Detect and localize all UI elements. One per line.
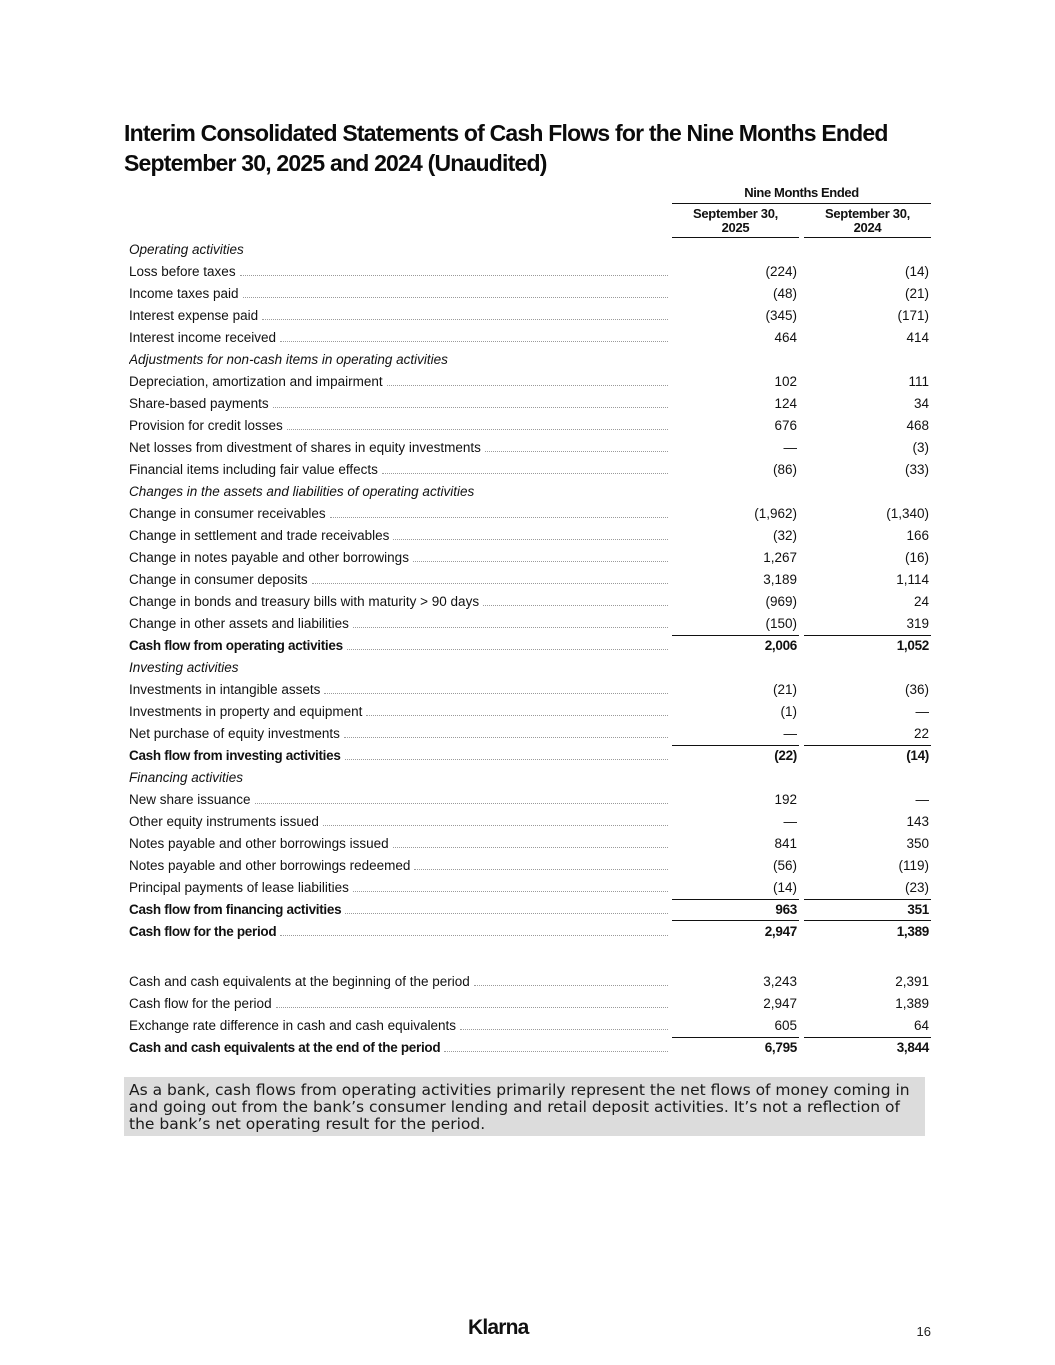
value-2024: 64 bbox=[913, 1018, 929, 1033]
row-label-text: Share-based payments bbox=[129, 396, 269, 411]
table-row bbox=[0, 833, 1055, 855]
value-2024: (3) bbox=[912, 440, 929, 455]
value-2024: 143 bbox=[906, 814, 929, 829]
row-label-text: Income taxes paid bbox=[129, 286, 239, 301]
row-label-text: Interest expense paid bbox=[129, 308, 259, 323]
row-label-text: Change in settlement and trade receivables bbox=[129, 528, 390, 543]
column-header-2024 bbox=[804, 207, 931, 238]
subtotal-rule bbox=[672, 745, 799, 746]
table-row bbox=[0, 371, 1055, 393]
table-row bbox=[0, 569, 1055, 591]
row-label-text: Cash flow from operating activities bbox=[129, 638, 343, 653]
section-heading-row bbox=[0, 239, 1055, 261]
value-2025: (150) bbox=[765, 616, 797, 631]
dot-leader bbox=[460, 1018, 668, 1030]
table-row bbox=[0, 613, 1055, 635]
row-label-text: Change in bonds and treasury bills with maturity > 90 days bbox=[129, 594, 480, 609]
row-label bbox=[129, 374, 668, 390]
table-row bbox=[0, 971, 1055, 993]
row-label-text: Adjustments for non-cash items in operating activities bbox=[129, 352, 448, 367]
subtotal-rule bbox=[804, 1037, 931, 1038]
value-2025: (969) bbox=[765, 594, 797, 609]
row-label-text: Cash flow for the period bbox=[129, 924, 277, 939]
table-row bbox=[0, 305, 1055, 327]
value-2025: — bbox=[783, 814, 797, 829]
value-2024: (14) bbox=[906, 748, 929, 763]
row-label-text: Other equity instruments issued bbox=[129, 814, 319, 829]
dot-leader bbox=[382, 462, 668, 474]
row-label-text: Operating activities bbox=[129, 242, 244, 257]
value-2025: (1,962) bbox=[754, 506, 797, 521]
value-2025: 192 bbox=[774, 792, 797, 807]
value-2024: 34 bbox=[913, 396, 929, 411]
row-label bbox=[129, 1040, 668, 1056]
row-label bbox=[129, 660, 668, 676]
row-label bbox=[129, 1018, 668, 1034]
klarna-logo: Klarna bbox=[468, 1316, 529, 1339]
row-label bbox=[129, 484, 668, 500]
value-2025: (345) bbox=[765, 308, 797, 323]
column-header-2024-line1: September 30, bbox=[825, 206, 910, 221]
value-2025: 2,947 bbox=[764, 924, 797, 939]
value-2025: (14) bbox=[772, 880, 797, 895]
table-row bbox=[0, 811, 1055, 833]
row-label-text: Change in other assets and liabilities bbox=[129, 616, 349, 631]
value-2024: 319 bbox=[906, 616, 929, 631]
value-2025: 605 bbox=[774, 1018, 797, 1033]
table-row bbox=[0, 415, 1055, 437]
row-label-text: Net losses from divestment of shares in equity investments bbox=[129, 440, 481, 455]
row-label bbox=[129, 550, 668, 566]
table-row bbox=[0, 701, 1055, 723]
title-line-2: September 30, 2025 and 2024 (Unaudited) bbox=[124, 150, 547, 176]
row-label-text: Cash and cash equivalents at the end of the period bbox=[129, 1040, 441, 1055]
explanatory-note: As a bank, cash flows from operating activities primarily represent the net flows of money coming in and going out from the bank’s consumer lending and retail deposit activities. It’s not a reflection of the bank’s net operating result for the period. bbox=[124, 1077, 925, 1136]
value-2024: 24 bbox=[913, 594, 929, 609]
total-row bbox=[0, 899, 1055, 921]
value-2024: (14) bbox=[904, 264, 929, 279]
value-2024: 1,389 bbox=[895, 996, 929, 1011]
dot-leader bbox=[323, 814, 668, 826]
value-2025: (21) bbox=[772, 682, 797, 697]
row-label bbox=[129, 836, 668, 852]
value-2024: 166 bbox=[906, 528, 929, 543]
row-label bbox=[129, 682, 668, 698]
value-2025: 676 bbox=[774, 418, 797, 433]
row-label bbox=[129, 704, 668, 720]
table-row bbox=[0, 877, 1055, 899]
value-2024: (171) bbox=[897, 308, 929, 323]
value-2024: (1,340) bbox=[886, 506, 929, 521]
value-2025: 841 bbox=[774, 836, 797, 851]
value-2024: 111 bbox=[908, 374, 929, 389]
column-header-2025-line1: September 30, bbox=[693, 206, 778, 221]
dot-leader bbox=[366, 704, 668, 716]
dot-leader bbox=[330, 506, 668, 518]
cash-flow-table bbox=[0, 239, 1055, 1059]
section-heading-row bbox=[0, 349, 1055, 371]
value-2024: (21) bbox=[904, 286, 929, 301]
table-spacer bbox=[0, 943, 1055, 971]
dot-leader bbox=[413, 550, 668, 562]
row-label-text: Cash flow for the period bbox=[129, 996, 272, 1011]
row-label bbox=[129, 792, 668, 808]
value-2025: (86) bbox=[772, 462, 797, 477]
row-label bbox=[129, 462, 668, 478]
value-2025: 2,947 bbox=[763, 996, 797, 1011]
row-label-text: Notes payable and other borrowings issued bbox=[129, 836, 389, 851]
value-2025: — bbox=[783, 440, 797, 455]
row-label-text: Exchange rate difference in cash and cash equivalents bbox=[129, 1018, 456, 1033]
row-label-text: Principal payments of lease liabilities bbox=[129, 880, 349, 895]
total-row bbox=[0, 921, 1055, 943]
section-heading-row bbox=[0, 657, 1055, 679]
row-label bbox=[129, 440, 668, 456]
row-label bbox=[129, 726, 668, 742]
row-label bbox=[129, 308, 668, 324]
dot-leader bbox=[387, 374, 668, 386]
row-label-text: Depreciation, amortization and impairment bbox=[129, 374, 383, 389]
row-label-text: Change in consumer receivables bbox=[129, 506, 326, 521]
value-2025: 464 bbox=[774, 330, 797, 345]
row-label bbox=[129, 594, 668, 610]
row-label bbox=[129, 352, 668, 368]
value-2025: (56) bbox=[772, 858, 797, 873]
table-row bbox=[0, 437, 1055, 459]
value-2024: 2,391 bbox=[895, 974, 929, 989]
dot-leader bbox=[273, 396, 668, 408]
dot-leader bbox=[414, 858, 668, 870]
row-label-text: Net purchase of equity investments bbox=[129, 726, 340, 741]
subtotal-rule bbox=[804, 899, 931, 900]
dot-leader bbox=[485, 440, 668, 452]
table-row bbox=[0, 591, 1055, 613]
row-label bbox=[129, 528, 668, 544]
row-label-text: Interest income received bbox=[129, 330, 277, 345]
table-row bbox=[0, 393, 1055, 415]
row-label-text: Cash and cash equivalents at the beginning of the period bbox=[129, 974, 470, 989]
dot-leader bbox=[474, 974, 668, 986]
row-label-text: Changes in the assets and liabilities of operating activities bbox=[129, 484, 475, 499]
section-heading-row bbox=[0, 481, 1055, 503]
row-label-text: Provision for credit losses bbox=[129, 418, 283, 433]
period-header-rule bbox=[672, 203, 931, 204]
dot-leader bbox=[353, 880, 668, 892]
row-label bbox=[129, 616, 668, 632]
dot-leader bbox=[255, 792, 668, 804]
row-label-text: New share issuance bbox=[129, 792, 251, 807]
dot-leader bbox=[262, 308, 668, 320]
total-row bbox=[0, 635, 1055, 657]
value-2025: (22) bbox=[774, 748, 797, 763]
row-label bbox=[129, 638, 668, 654]
dot-leader bbox=[240, 264, 668, 276]
value-2025: (48) bbox=[772, 286, 797, 301]
value-2025: 2,006 bbox=[764, 638, 797, 653]
subtotal-rule bbox=[804, 635, 931, 636]
row-label bbox=[129, 924, 668, 940]
table-row bbox=[0, 723, 1055, 745]
row-label bbox=[129, 330, 668, 346]
row-label bbox=[129, 264, 668, 280]
table-row bbox=[0, 503, 1055, 525]
value-2024: 1,052 bbox=[896, 638, 929, 653]
row-label-text: Cash flow from investing activities bbox=[129, 748, 341, 763]
row-label bbox=[129, 902, 668, 918]
table-row bbox=[0, 327, 1055, 349]
value-2025: (32) bbox=[772, 528, 797, 543]
row-label bbox=[129, 880, 668, 896]
subtotal-rule bbox=[672, 635, 799, 636]
table-row bbox=[0, 459, 1055, 481]
dot-leader bbox=[287, 418, 668, 430]
dot-leader bbox=[353, 616, 668, 628]
table-row bbox=[0, 993, 1055, 1015]
row-label bbox=[129, 242, 668, 258]
row-label bbox=[129, 814, 668, 830]
value-2024: 3,844 bbox=[896, 1040, 929, 1055]
row-label bbox=[129, 506, 668, 522]
table-row bbox=[0, 283, 1055, 305]
subtotal-rule bbox=[672, 1037, 799, 1038]
value-2024: (36) bbox=[904, 682, 929, 697]
row-label bbox=[129, 770, 668, 786]
table-row bbox=[0, 261, 1055, 283]
value-2025: 3,189 bbox=[763, 572, 797, 587]
column-header-2025 bbox=[672, 207, 799, 238]
dot-leader bbox=[312, 572, 668, 584]
dot-leader bbox=[280, 924, 668, 936]
value-2025: 124 bbox=[774, 396, 797, 411]
row-label bbox=[129, 286, 668, 302]
table-row bbox=[0, 789, 1055, 811]
row-label-text: Financing activities bbox=[129, 770, 244, 785]
row-label-text: Loss before taxes bbox=[129, 264, 236, 279]
row-label bbox=[129, 974, 668, 990]
total-row bbox=[0, 1037, 1055, 1059]
row-label-text: Notes payable and other borrowings redeemed bbox=[129, 858, 411, 873]
value-2024: — bbox=[915, 792, 929, 807]
subtotal-rule bbox=[804, 745, 931, 746]
column-header-2025-line2: 2025 bbox=[721, 220, 750, 235]
dot-leader bbox=[483, 594, 668, 606]
row-label bbox=[129, 396, 668, 412]
dot-leader bbox=[345, 748, 668, 760]
dot-leader bbox=[393, 528, 668, 540]
row-label-text: Investments in property and equipment bbox=[129, 704, 363, 719]
row-label-text: Financial items including fair value effects bbox=[129, 462, 378, 477]
row-label bbox=[129, 418, 668, 434]
value-2025: — bbox=[783, 726, 797, 741]
row-label-text: Change in consumer deposits bbox=[129, 572, 308, 587]
row-label bbox=[129, 748, 668, 764]
row-label-text: Change in notes payable and other borrowings bbox=[129, 550, 409, 565]
value-2025: 963 bbox=[775, 902, 797, 917]
row-label-text: Investments in intangible assets bbox=[129, 682, 321, 697]
table-row bbox=[0, 525, 1055, 547]
total-row bbox=[0, 745, 1055, 767]
title-line-1: Interim Consolidated Statements of Cash Flows for the Nine Months Ended bbox=[124, 120, 888, 146]
dot-leader bbox=[276, 996, 668, 1008]
page-title bbox=[124, 118, 944, 178]
value-2024: (16) bbox=[904, 550, 929, 565]
value-2024: 1,389 bbox=[896, 924, 929, 939]
value-2024: 414 bbox=[906, 330, 929, 345]
value-2024: (119) bbox=[898, 858, 929, 873]
value-2024: 350 bbox=[906, 836, 929, 851]
table-row bbox=[0, 547, 1055, 569]
row-label-text: Cash flow from financing activities bbox=[129, 902, 342, 917]
dot-leader bbox=[280, 330, 668, 342]
dot-leader bbox=[393, 836, 668, 848]
dot-leader bbox=[345, 902, 668, 914]
table-row bbox=[0, 1015, 1055, 1037]
value-2025: 3,243 bbox=[763, 974, 797, 989]
page-number: 16 bbox=[916, 1324, 931, 1339]
dot-leader bbox=[344, 726, 668, 738]
row-label bbox=[129, 858, 668, 874]
row-label-text: Investing activities bbox=[129, 660, 239, 675]
value-2024: (33) bbox=[904, 462, 929, 477]
value-2025: 6,795 bbox=[764, 1040, 797, 1055]
value-2025: (224) bbox=[765, 264, 797, 279]
row-label bbox=[129, 996, 668, 1012]
value-2025: 1,267 bbox=[763, 550, 797, 565]
value-2024: 22 bbox=[913, 726, 929, 741]
table-header bbox=[0, 184, 1055, 242]
column-header-2024-line2: 2024 bbox=[853, 220, 882, 235]
value-2025: (1) bbox=[780, 704, 797, 719]
dot-leader bbox=[444, 1040, 668, 1052]
value-2025: 102 bbox=[774, 374, 797, 389]
value-2024: — bbox=[915, 704, 929, 719]
period-header: Nine Months Ended bbox=[744, 185, 859, 200]
subtotal-rule bbox=[672, 899, 799, 900]
dot-leader bbox=[347, 638, 668, 650]
table-row bbox=[0, 679, 1055, 701]
table-row bbox=[0, 855, 1055, 877]
value-2024: 351 bbox=[907, 902, 929, 917]
value-2024: 1,114 bbox=[896, 572, 929, 587]
value-2024: 468 bbox=[906, 418, 929, 433]
dot-leader bbox=[243, 286, 668, 298]
section-heading-row bbox=[0, 767, 1055, 789]
value-2024: (23) bbox=[904, 880, 929, 895]
row-label bbox=[129, 572, 668, 588]
dot-leader bbox=[324, 682, 668, 694]
